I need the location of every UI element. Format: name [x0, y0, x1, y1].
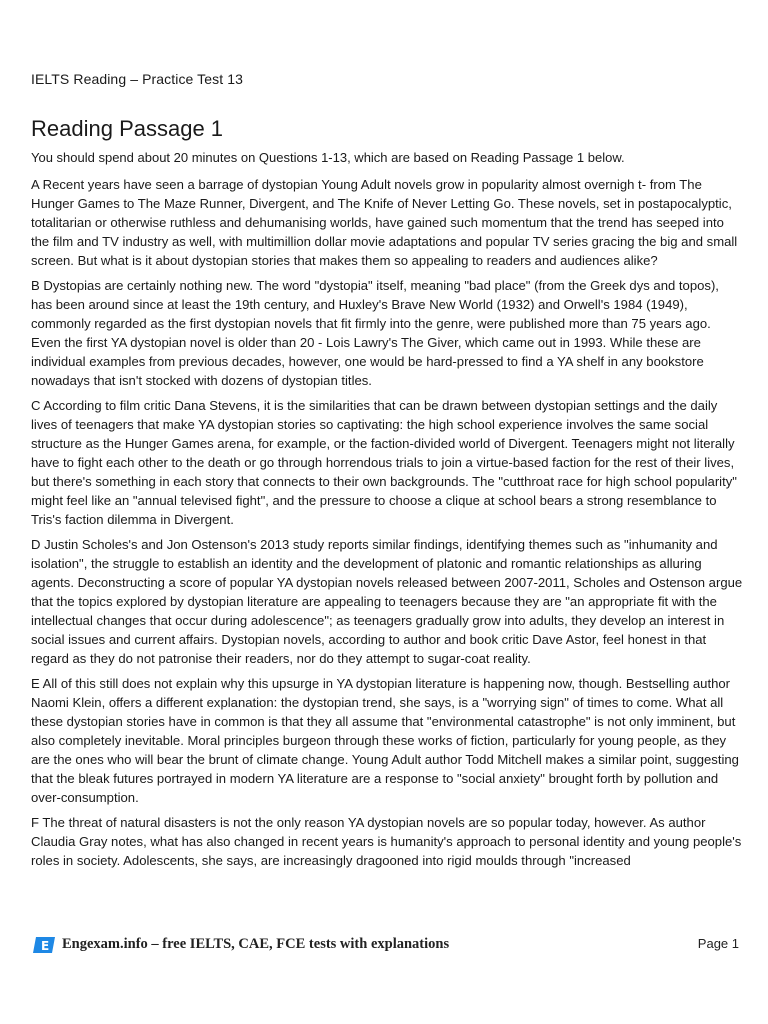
- page-number: Page 1: [697, 936, 739, 951]
- paragraph-b: B Dystopias are certainly nothing new. The word "dystopia" itself, meaning "bad place" (from the Greek dys and topos), has been around since at least the 19th century, and Huxley's Brave New World (1932) and Orwell's 1984 (1949), commonly regarded as the first dystopian novels that fit firmly into the genre, were published more than 75 years ago. Even the first YA dystopian novel is older than 20 - Lois Lawry's The Giver, which came out in 1993. While these are individual examples from previous decades, however, one would be hard-pressed to find a YA shelf in any bookstore nowadays that isn't stocked with dozens of dystopian titles.: [31, 278, 719, 388]
- paragraph-d: D Justin Scholes's and Jon Ostenson's 2013 study reports similar findings, identifying themes such as "inhumanity and isolation", the struggle to establish an identity and the development of platonic and romantic relationships as alluring agents. Deconstructing a score of popular YA dystopian novels released between 2007-2011, Scholes and Ostenson argue that the topics explored by dystopian literature are appealing to teenagers because they are "an appropriate fit with the intellectual changes that occur during adolescence"; as teenagers gradually grow into adults, they develop an interest in social issues and current affairs. Dystopian novels, according to author and book critic Dave Astor, feel honest in that regard as they do not patronise their readers, nor do they attempt to sugar-coat reality.: [31, 537, 743, 666]
- paragraph-c: C According to film critic Dana Stevens, it is the similarities that can be drawn between dystopian settings and the daily lives of teenagers that make YA dystopian stories so captivating: the high school experience involves the same social structure as the Hunger Games arena, for example, or the faction-divided world of Divergent. Teenagers might not literally have to fight each other to the death or go through horrendous trials to join a virtue-based faction for the rest of their lives, but there's something in each story that connects to their own backgrounds. The "cutthroat race for high school popularity" might feel like an "annual televised fight", and the pressure to choose a clique at school bears a strong resemblance to Tris's faction dilemma in Divergent.: [31, 398, 737, 527]
- svg-text:E: E: [41, 939, 50, 953]
- passage-instruction: You should spend about 20 minutes on Questions 1-13, which are based on Reading Passage 1 below.: [31, 150, 625, 165]
- passage-title: Reading Passage 1: [31, 116, 224, 141]
- footer-site-text: Engexam.info – free IELTS, CAE, FCE tests with explanations: [62, 936, 450, 952]
- paragraph-f: F The threat of natural disasters is not the only reason YA dystopian novels are so popular today, however. As author Claudia Gray notes, what has also changed in recent years is humanity's approach to personal identity and young people's roles in society. Adolescents, she says, are increasingly dragooned into rigid moulds through "increased: [31, 815, 742, 868]
- test-title: IELTS Reading – Practice Test 13: [31, 71, 244, 87]
- engexam-logo-icon: [33, 937, 55, 953]
- paragraph-e: E All of this still does not explain why this upsurge in YA dystopian literature is happening now, though. Bestselling author Naomi Klein, offers a different explanation: the dystopian trend, she says, is a "worrying sign" of times to come. What all these dystopian stories have in common is that they all assume that "environmental catastrophe" is not only imminent, but also completely inevitable. Moral principles burgeon through these works of fiction, particularly for young people, as they are the ones who will bear the brunt of climate change. Young Adult author Todd Mitchell makes a similar point, suggesting that the bleak futures portrayed in modern YA literature are a response to "social anxiety" brought forth by pollution and over-consumption.: [31, 676, 739, 805]
- passage-body: [31, 175, 743, 876]
- page-footer: [33, 936, 739, 958]
- paragraph-a: A Recent years have seen a barrage of dystopian Young Adult novels grow in popularity almost overnigh t- from The Hunger Games to The Maze Runner, Divergent, and The Knife of Never Letting Go. These novels, set in postapocalyptic, totalitarian or otherwise ruthless and dehumanising worlds, have gained such momentum that the trend has seeped into the film and TV industry as well, with multimillion dollar movie adaptations and popular TV series gracing the big and small screen. But what is it about dystopian stories that makes them so appealing to readers and audiences alike?: [31, 177, 738, 268]
